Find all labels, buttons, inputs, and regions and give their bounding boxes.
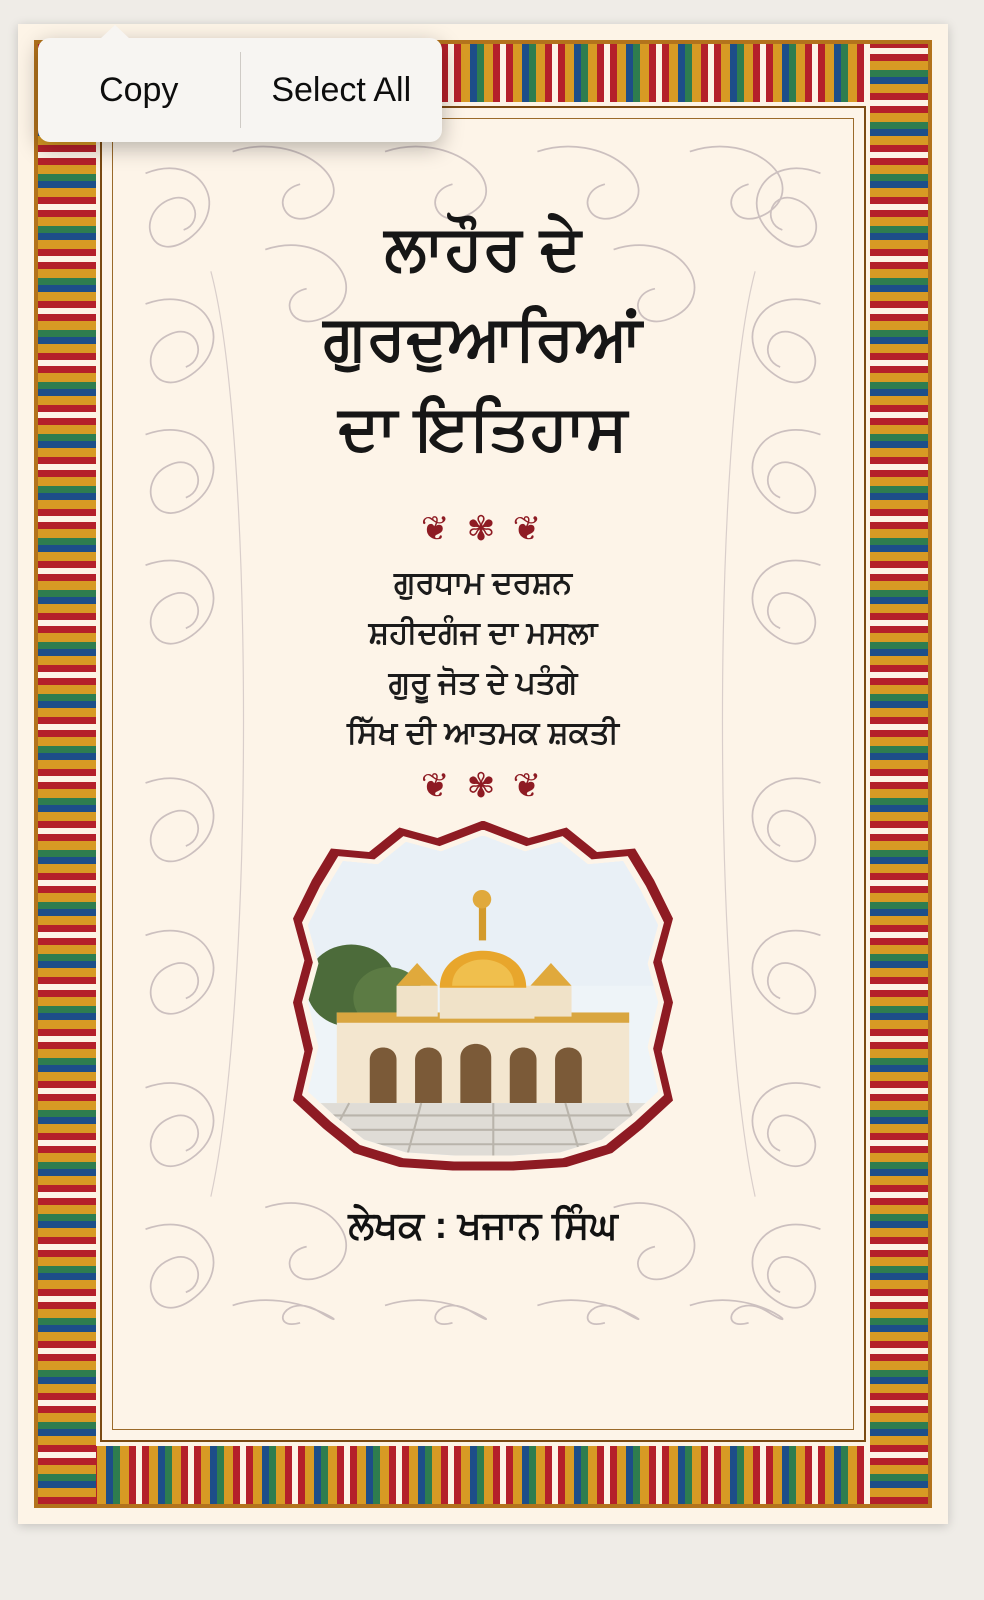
- subtitle-line-1: ਗੁਰਧਾਮ ਦਰਸ਼ਨ: [394, 564, 572, 600]
- author-line: ਲੇਖਕ : ਖਜਾਨ ਸਿੰਘ: [348, 1204, 618, 1247]
- gurdwara-golden-dome-photo: [308, 836, 658, 1156]
- floral-ornament-top-icon: ❦ ✾ ❦: [420, 509, 546, 548]
- subtitle-line-4: ਸਿੱਖ ਦੀ ਆਤਮਕ ਸ਼ਕਤੀ: [346, 715, 620, 751]
- ornamental-border-left: [38, 44, 96, 1504]
- book-title: [155, 204, 810, 474]
- floral-ornament-bottom-icon: ❦ ✾ ❦: [420, 766, 546, 805]
- cover-outer-frame: [34, 40, 932, 1508]
- subtitle-line-2: ਸ਼ਹੀਦਗੰਜ ਦਾ ਮਸਲਾ: [368, 614, 598, 650]
- book-cover-page: [18, 24, 948, 1524]
- cover-photo-frame: [293, 821, 673, 1171]
- copy-menu-item[interactable]: Copy: [99, 70, 179, 109]
- subtitle-line-3: ਗੁਰੂ ਜੋਤ ਦੇ ਪਤੰਗੇ: [388, 665, 578, 701]
- book-title-line-2: ਗੁਰਦੁਆਰਿਆਂ: [323, 303, 643, 373]
- ornamental-border-bottom: [38, 1446, 928, 1504]
- text-selection-context-menu[interactable]: [38, 38, 442, 142]
- ornamental-border-right: [870, 44, 928, 1504]
- select-all-menu-item[interactable]: Select All: [271, 70, 412, 109]
- book-title-line-1: ਲਾਹੌਰ ਦੇ: [384, 214, 582, 283]
- cover-content: [102, 108, 864, 1440]
- book-title-line-3: ਦਾ ਇਤਿਹਾਸ: [338, 393, 628, 463]
- book-subtitle-list: [347, 558, 619, 759]
- cover-inner-frame: [100, 106, 866, 1442]
